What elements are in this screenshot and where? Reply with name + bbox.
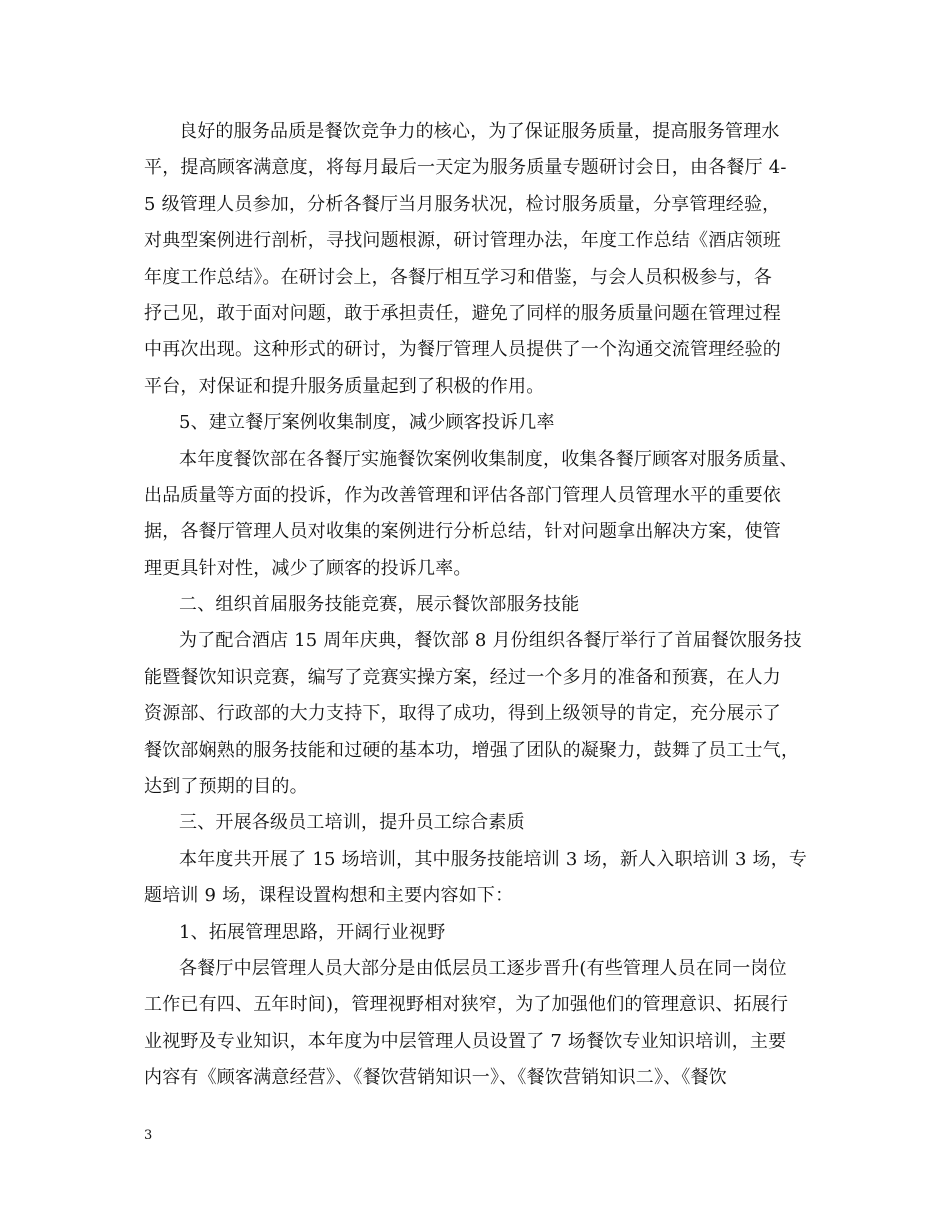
text-line: 二、组织首届服务技能竞赛，展示餐饮部服务技能 <box>179 594 580 616</box>
text-line: 内容有《顾客满意经营》、《餐饮营销知识一》、《餐饮营销知识二》、《餐饮 <box>144 1067 727 1089</box>
text-line: 题培训 9 场，课程设置构想和主要内容如下： <box>144 885 514 907</box>
page-number: 3 <box>144 1128 153 1143</box>
body-text <box>144 114 824 1097</box>
text-line: 据，各餐厅管理人员对收集的案例进行分析总结，针对问题拿出解决方案，使管 <box>144 521 781 543</box>
text-line: 三、开展各级员工培训，提升员工综合素质 <box>179 812 525 834</box>
text-line: 抒己见，敢于面对问题，敢于承担责任，避免了同样的服务质量问题在管理过程 <box>144 302 781 324</box>
text-line: 中再次出现。这种形式的研讨，为餐厅管理人员提供了一个沟通交流管理经验的 <box>144 339 781 361</box>
text-line: 业视野及专业知识，本年度为中层管理人员设置了 7 场餐饮专业知识培训，主要 <box>144 1030 787 1052</box>
text-line: 本年度共开展了 15 场培训，其中服务技能培训 3 场，新人入职培训 3 场，专 <box>179 848 808 870</box>
text-line: 年度工作总结》。在研讨会上，各餐厅相互学习和借鉴，与会人员积极参与，各 <box>144 266 772 288</box>
text-line: 能暨餐饮知识竞赛，编写了竞赛实操方案，经过一个多月的准备和预赛，在人力 <box>144 666 781 688</box>
text-line: 对典型案例进行剖析，寻找问题根源，研讨管理办法，年度工作总结《酒店领班 <box>144 230 781 252</box>
text-line: 5、建立餐厅案例收集制度，减少顾客投诉几率 <box>179 412 555 434</box>
text-line: 资源部、行政部的大力支持下，取得了成功，得到上级领导的肯定，充分展示了 <box>144 703 781 725</box>
text-line: 出品质量等方面的投诉，作为改善管理和评估各部门管理人员管理水平的重要依 <box>144 484 781 506</box>
text-line: 餐饮部娴熟的服务技能和过硬的基本功，增强了团队的凝聚力，鼓舞了员工士气， <box>144 739 800 761</box>
text-line: 达到了预期的目的。 <box>144 776 308 798</box>
text-line: 1、拓展管理思路，开阔行业视野 <box>179 921 446 943</box>
text-line: 为了配合酒店 15 周年庆典，餐饮部 8 月份组织各餐厅举行了首届餐饮服务技 <box>179 630 802 652</box>
text-line: 本年度餐饮部在各餐厅实施餐饮案例收集制度，收集各餐厅顾客对服务质量、 <box>179 448 798 470</box>
text-line: 5 级管理人员参加，分析各餐厅当月服务状况，检讨服务质量，分享管理经验， <box>144 193 781 215</box>
text-line: 工作已有四、五年时间)，管理视野相对狭窄，为了加强他们的管理意识、拓展行 <box>144 994 789 1016</box>
text-line: 良好的服务品质是餐饮竞争力的核心，为了保证服务质量，提高服务管理水 <box>179 121 780 142</box>
text-line: 各餐厅中层管理人员大部分是由低层员工逐步晋升(有些管理人员在同一岗位 <box>179 957 787 979</box>
text-line: 理更具针对性，减少了顾客的投诉几率。 <box>144 557 472 579</box>
text-line: 平台，对保证和提升服务质量起到了积极的作用。 <box>144 375 545 397</box>
text-line: 平，提高顾客满意度，将每月最后一天定为服务质量专题研讨会日，由各餐厅 4- <box>144 157 787 179</box>
